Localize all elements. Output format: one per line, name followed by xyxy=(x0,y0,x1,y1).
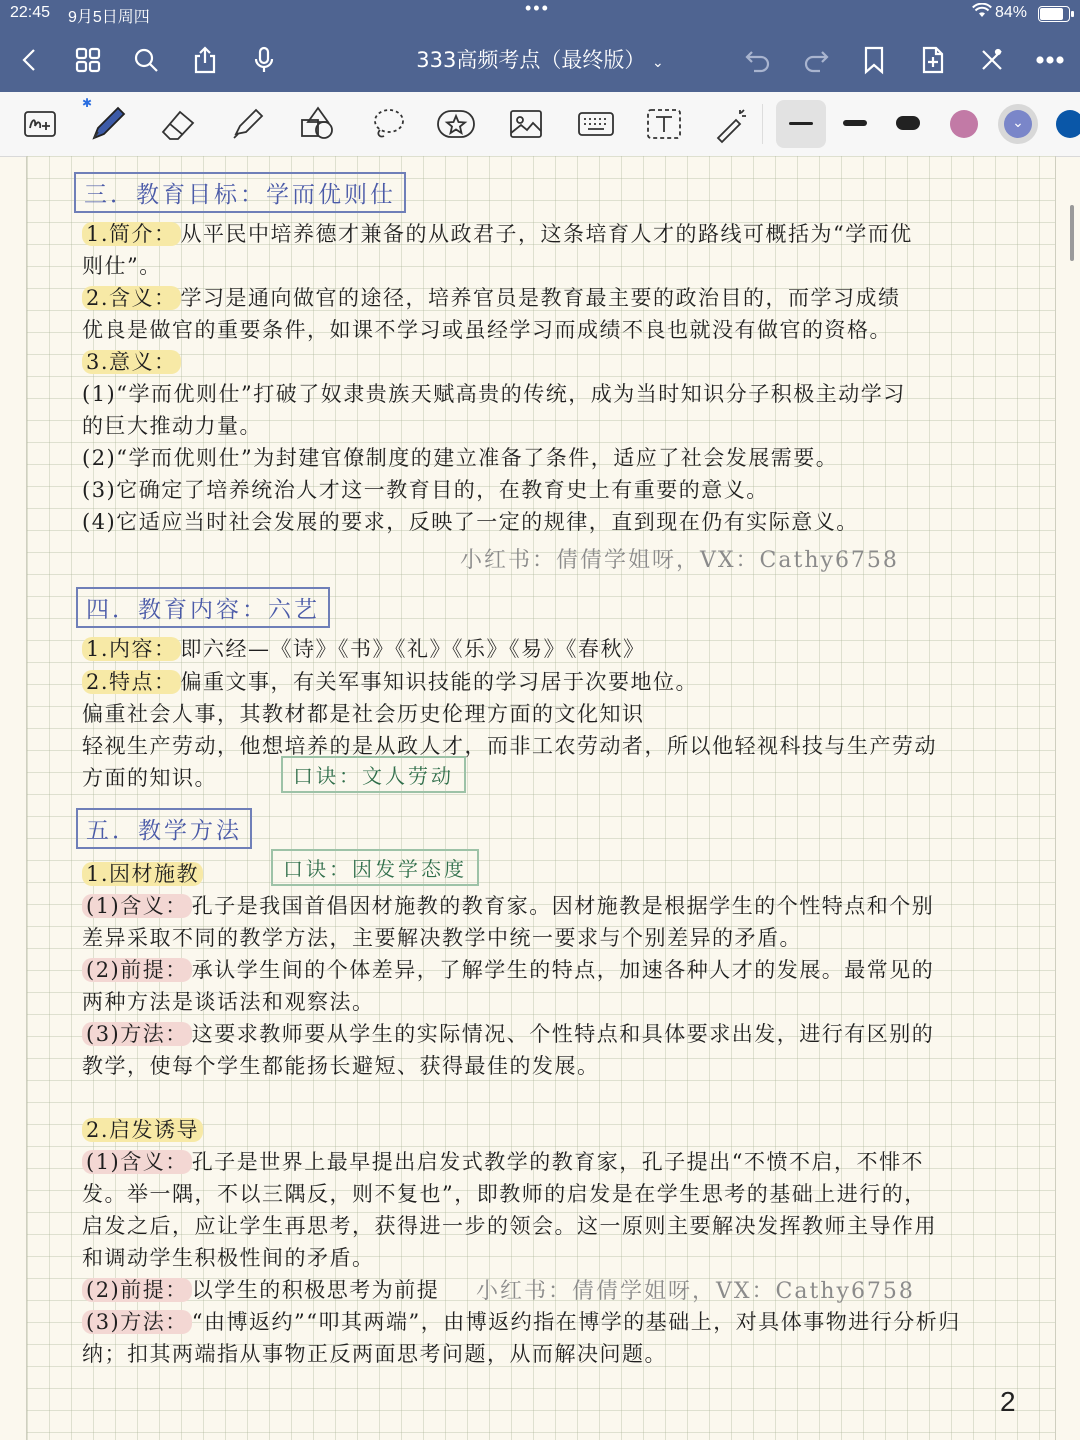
eraser-icon[interactable] xyxy=(156,102,200,146)
note-line xyxy=(82,1018,934,1048)
note-line: 优良是做官的重要条件，如课不学习或虽经学习而成绩不良也就没有做官的资格。 xyxy=(82,318,892,342)
color-lavender[interactable]: ⌄ xyxy=(1004,110,1032,138)
back-icon[interactable] xyxy=(10,40,50,80)
status-time: 22:45 xyxy=(10,4,51,21)
highlight: 1.内容： xyxy=(82,637,181,661)
color-pink[interactable] xyxy=(950,110,978,138)
note-line: (2)“学而优则仕”为封建官僚制度的建立准备了条件，适应了社会发展需要。 xyxy=(82,446,839,470)
battery-icon xyxy=(1038,6,1070,22)
highlight: (1)含义： xyxy=(82,1150,192,1174)
stroke-thick[interactable] xyxy=(896,116,920,130)
note-line xyxy=(82,1146,924,1176)
pen-icon[interactable] xyxy=(82,96,130,146)
note-line xyxy=(82,858,203,888)
top-bar xyxy=(0,0,1080,92)
watermark: 小红书：倩倩学姐呀，VX：Cathy6758 xyxy=(460,548,899,573)
bookmark-icon[interactable] xyxy=(854,40,894,80)
grid-icon[interactable] xyxy=(68,40,108,80)
stroke-thin[interactable] xyxy=(789,122,813,125)
document-title[interactable] xyxy=(380,44,700,74)
chevron-down-icon[interactable]: ⌄ xyxy=(652,55,664,71)
text: 这要求教师要从学生的实际情况、个性特点和具体要求出发，进行有区别的 xyxy=(191,1022,935,1046)
note-line xyxy=(82,890,934,920)
section-header-4: 四．教育内容：六艺 xyxy=(76,587,330,628)
note-line: 轻视生产劳动，他想培养的是从政人才，而非工农劳动者，所以他轻视科技与生产劳动 xyxy=(82,734,937,758)
section-header-3: 三．教育目标：学而优则仕 xyxy=(74,172,406,213)
mnemonic-box: 口诀：因发学态度 xyxy=(271,849,479,886)
note-line xyxy=(82,666,698,696)
highlight: 2.含义： xyxy=(82,286,181,310)
text: 孔子是我国首倡因材施教的教育家。因材施教是根据学生的个性特点和个别 xyxy=(191,894,935,918)
highlight: (3)方法： xyxy=(82,1310,192,1334)
toolbar-separator xyxy=(762,104,763,144)
note-line: 启发之后，应让学生再思考，获得进一步的领会。这一原则主要解决发挥教师主导作用 xyxy=(82,1214,937,1238)
highlight: 1.因材施教 xyxy=(82,862,203,886)
laser-pointer-icon[interactable] xyxy=(710,102,754,146)
note-line: (4)它适应当时社会发展的要求，反映了一定的规律，直到现在仍有实际意义。 xyxy=(82,510,859,534)
stroke-medium[interactable] xyxy=(843,120,867,126)
note-line xyxy=(82,282,901,312)
undo-icon[interactable] xyxy=(738,40,778,80)
text: 孔子是世界上最早提出启发式教学的教育家，孔子提出“不愤不启，不悱不 xyxy=(191,1150,924,1174)
text-icon[interactable] xyxy=(642,102,686,146)
note-line xyxy=(82,1306,961,1336)
text: 偏重文事，有关军事知识技能的学习居于次要地位。 xyxy=(180,670,699,694)
lasso-icon[interactable] xyxy=(366,102,410,146)
share-icon[interactable] xyxy=(185,40,225,80)
add-page-icon[interactable] xyxy=(913,40,953,80)
highlight: 2.特点： xyxy=(82,670,181,694)
note-line: 偏重社会人事，其教材都是社会历史伦理方面的文化知识 xyxy=(82,702,645,726)
multitask-dots-icon[interactable]: ••• xyxy=(525,0,550,18)
highlight: (3)方法： xyxy=(82,1022,192,1046)
note-line: (1)“学而优则仕”打破了奴隶贵族天赋高贵的传统，成为当时知识分子积极主动学习 xyxy=(82,382,906,406)
text: 学习是通向做官的途径，培养官员是教育最主要的政治目的，而学习成绩 xyxy=(180,286,901,310)
scrollbar[interactable] xyxy=(1070,205,1074,261)
section-header-5: 五．教学方法 xyxy=(76,808,252,849)
highlight: (2)前提： xyxy=(82,958,192,982)
mic-icon[interactable] xyxy=(244,40,284,80)
text: 以学生的积极思考为前提 xyxy=(191,1278,440,1302)
note-line: 则仕”。 xyxy=(82,254,162,278)
note-line: (3)它确定了培养统治人才这一教育目的，在教育史上有重要的意义。 xyxy=(82,478,769,502)
text: 即六经—《诗》《书》《礼》《乐》《易》《春秋》 xyxy=(180,637,646,661)
handwriting-recognition-icon[interactable] xyxy=(18,102,62,146)
note-line: 两种方法是谈话法和观察法。 xyxy=(82,990,375,1014)
note-line: 和调动学生积极性间的矛盾。 xyxy=(82,1246,375,1270)
note-line xyxy=(82,346,181,376)
bluetooth-icon: ✱ xyxy=(82,96,93,110)
note-line: 发。举一隅，不以三隅反，则不复也”，即教师的启发是在学生思考的基础上进行的， xyxy=(82,1182,927,1206)
note-line xyxy=(82,218,913,248)
watermark: 小红书：倩倩学姐呀，VX：Cathy6758 xyxy=(476,1279,915,1304)
note-line xyxy=(82,633,646,663)
note-line: 方面的知识。 xyxy=(82,766,217,790)
close-icon[interactable] xyxy=(972,40,1012,80)
color-blue[interactable] xyxy=(1056,110,1080,138)
page-number: 2 xyxy=(1000,1386,1016,1417)
drawing-toolbar xyxy=(0,92,1080,157)
text: 从平民中培养德才兼备的从政君子，这条培育人才的路线可概括为“学而优 xyxy=(180,222,913,246)
keyboard-icon[interactable] xyxy=(574,102,618,146)
shapes-icon[interactable] xyxy=(296,102,340,146)
highlight: 3.意义： xyxy=(82,350,181,374)
highlight: (1)含义： xyxy=(82,894,192,918)
highlight: (2)前提： xyxy=(82,1278,192,1302)
status-date: 9月5日周四 xyxy=(68,9,150,26)
image-icon[interactable] xyxy=(504,102,548,146)
nav-bar xyxy=(0,30,1080,90)
sticker-icon[interactable] xyxy=(434,102,478,146)
text: 承认学生间的个体差异，了解学生的特点，加速各种人才的发展。最常见的 xyxy=(191,958,935,982)
document-title-text: 333高频考点（最终版） xyxy=(416,48,646,72)
note-line: 教学，使每个学生都能扬长避短、获得最佳的发展。 xyxy=(82,1054,600,1078)
status-bar xyxy=(0,0,1080,26)
more-icon[interactable] xyxy=(1030,40,1070,80)
search-icon[interactable] xyxy=(126,40,166,80)
highlight: 1.简介： xyxy=(82,222,181,246)
highlighter-icon[interactable] xyxy=(226,102,270,146)
redo-icon[interactable] xyxy=(796,40,836,80)
wifi-icon xyxy=(972,3,992,24)
battery-percent: 84% xyxy=(995,4,1028,21)
note-line: 的巨大推动力量。 xyxy=(82,414,262,438)
note-line xyxy=(82,954,934,984)
note-line: 差异采取不同的教学方法，主要解决教学中统一要求与个别差异的矛盾。 xyxy=(82,926,802,950)
mnemonic-box: 口诀：文人劳动 xyxy=(281,756,466,793)
text: “由博返约”“叩其两端”，由博返约指在博学的基础上，对具体事物进行分析归 xyxy=(191,1310,961,1334)
note-line xyxy=(82,1274,439,1304)
note-line: 纳；扣其两端指从事物正反两面思考问题，从而解决问题。 xyxy=(82,1342,667,1366)
note-line xyxy=(82,1114,203,1144)
highlight: 2.启发诱导 xyxy=(82,1118,203,1142)
